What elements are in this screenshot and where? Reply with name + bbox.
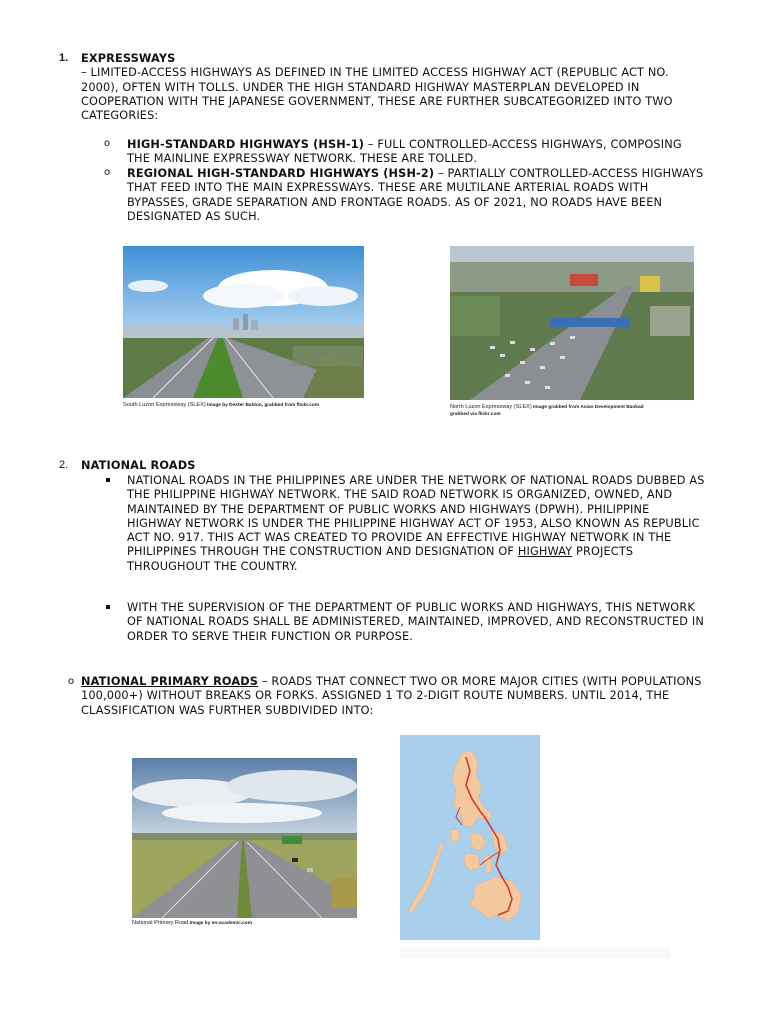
hsh1-label: HIGH-STANDARD HIGHWAYS (HSH-1) bbox=[127, 138, 365, 151]
section-1-title: EXPRESSWAYS bbox=[81, 52, 176, 65]
national-primary-road-photo bbox=[132, 758, 357, 918]
primary-road-caption bbox=[132, 920, 372, 927]
philippines-map-image bbox=[400, 735, 540, 940]
bullet-2-text: WITH THE SUPERVISION OF THE DEPARTMENT OF PUBLIC WORKS AND HIGHWAYS, THIS NETWORK OF NATIONAL ROADS SHALL BE ADMINISTERED, MAINTAINED, IMPROVED, AND RECONSTRUCTED IN ORDER TO SERVE THEIR FUNCTION OR PURPOSE. bbox=[127, 601, 704, 643]
hsh2-label: REGIONAL HIGH-STANDARD HIGHWAYS (HSH-2) bbox=[127, 167, 435, 180]
section-1-block bbox=[81, 52, 706, 123]
o-bullet-icon: o bbox=[68, 676, 75, 687]
national-primary-roads-label: NATIONAL PRIMARY ROADS bbox=[81, 675, 259, 688]
section-2-title: NATIONAL ROADS bbox=[81, 459, 196, 472]
section-2-number: 2. bbox=[59, 459, 69, 471]
nlex-image bbox=[450, 246, 694, 400]
square-bullet-icon bbox=[106, 605, 110, 609]
hsh2-text: – PARTIALLY CONTROLLED-ACCESS HIGHWAYS THAT FEED INTO THE MAIN EXPRESSWAYS. THESE ARE MULTILANE ARTERIAL ROADS WITH BYPASSES, GRADE SEPARATION AND FRONTAGE ROADS. AS OF 2021, NO ROADS HAVE BEEN DESIGNATED AS SUCH. bbox=[127, 167, 704, 223]
primary-road-caption-title: National Primary Road bbox=[132, 920, 189, 926]
primary-road-caption-credit: Image by en-academic.com bbox=[188, 921, 252, 926]
slex-photo bbox=[123, 246, 364, 398]
square-bullet-icon bbox=[106, 478, 110, 482]
map-caption-area bbox=[400, 948, 670, 958]
section-1-number: 1. bbox=[59, 52, 69, 64]
national-primary-roads-text: – ROADS THAT CONNECT TWO OR MORE MAJOR CITIES (WITH POPULATIONS 100,000+) WITHOUT BREAKS OR FORKS. ASSIGNED 1 TO 2-DIGIT ROUTE NUMBERS. UNTIL 2014, THE CLASSIFICATION WAS FURTHER SUBDIVIDED INTO: bbox=[81, 675, 702, 717]
slex-image bbox=[123, 246, 364, 398]
nlex-photo bbox=[450, 246, 694, 400]
hsh1-item bbox=[127, 138, 707, 167]
bullet-1-text-end: PROJECTS THROUGHOUT THE COUNTRY. bbox=[127, 545, 634, 573]
nlex-caption-title: North Luzon Expressway (SLEX) bbox=[450, 404, 532, 410]
slex-caption-credit: Image by Dexter Baldon, grabbed from flickr.com bbox=[205, 403, 320, 408]
national-roads-bullet-1 bbox=[127, 474, 707, 574]
nlex-caption-credit: Image grabbed from Asian Development Bankad bbox=[531, 405, 644, 410]
nlex-caption-credit-2: grabbed via flickr.com bbox=[450, 412, 501, 417]
hsh1-text: – FULL CONTROLLED-ACCESS HIGHWAYS, COMPOSING THE MAINLINE EXPRESSWAY NETWORK. THESE ARE TOLLED. bbox=[127, 138, 682, 166]
slex-caption bbox=[123, 402, 383, 409]
primary-road-image bbox=[132, 758, 357, 918]
hsh2-item bbox=[127, 167, 707, 224]
slex-caption-title: South Luzon Expressway (SLEX) bbox=[123, 402, 206, 408]
circle-bullet-icon: o bbox=[104, 167, 111, 178]
nlex-caption bbox=[450, 404, 690, 418]
highway-link[interactable]: HIGHWAY bbox=[517, 545, 573, 559]
circle-bullet-icon: o bbox=[104, 138, 111, 149]
national-roads-bullet-2 bbox=[127, 601, 707, 644]
bullet-1-text: NATIONAL ROADS IN THE PHILIPPINES ARE UNDER THE NETWORK OF NATIONAL ROADS DUBBED AS THE PHILIPPINE HIGHWAY NETWORK. THE SAID ROAD NETWORK IS ORGANIZED, OWNED, AND MAINTAINED BY THE DEPARTMENT OF PUBLIC WORKS AND HIGHWAYS (DPWH). PHILIPPINE HIGHWAY NETWORK IS UNDER THE PHILIPPINE HIGHWAY ACT OF 1953, ALSO KNOWN AS REPUBLIC ACT NO. 917. THIS ACT WAS CREATED TO PROVIDE AN EFFECTIVE HIGHWAY NETWORK IN THE PHILIPPINES THROUGH THE CONSTRUCTION AND DESIGNATION OF bbox=[127, 474, 705, 559]
section-1-intro: – LIMITED-ACCESS HIGHWAYS AS DEFINED IN THE LIMITED ACCESS HIGHWAY ACT (REPUBLIC ACT NO. 2000), OFTEN WITH TOLLS. UNDER THE HIGH STANDARD HIGHWAY MASTERPLAN DEVELOPED IN COOPERATION WITH THE JAPANESE GOVERNMENT, THESE ARE FURTHER SUBCATEGORIZED INTO TWO CATEGORIES: bbox=[81, 66, 673, 123]
philippines-route-map bbox=[400, 735, 540, 940]
national-primary-roads bbox=[81, 675, 706, 718]
